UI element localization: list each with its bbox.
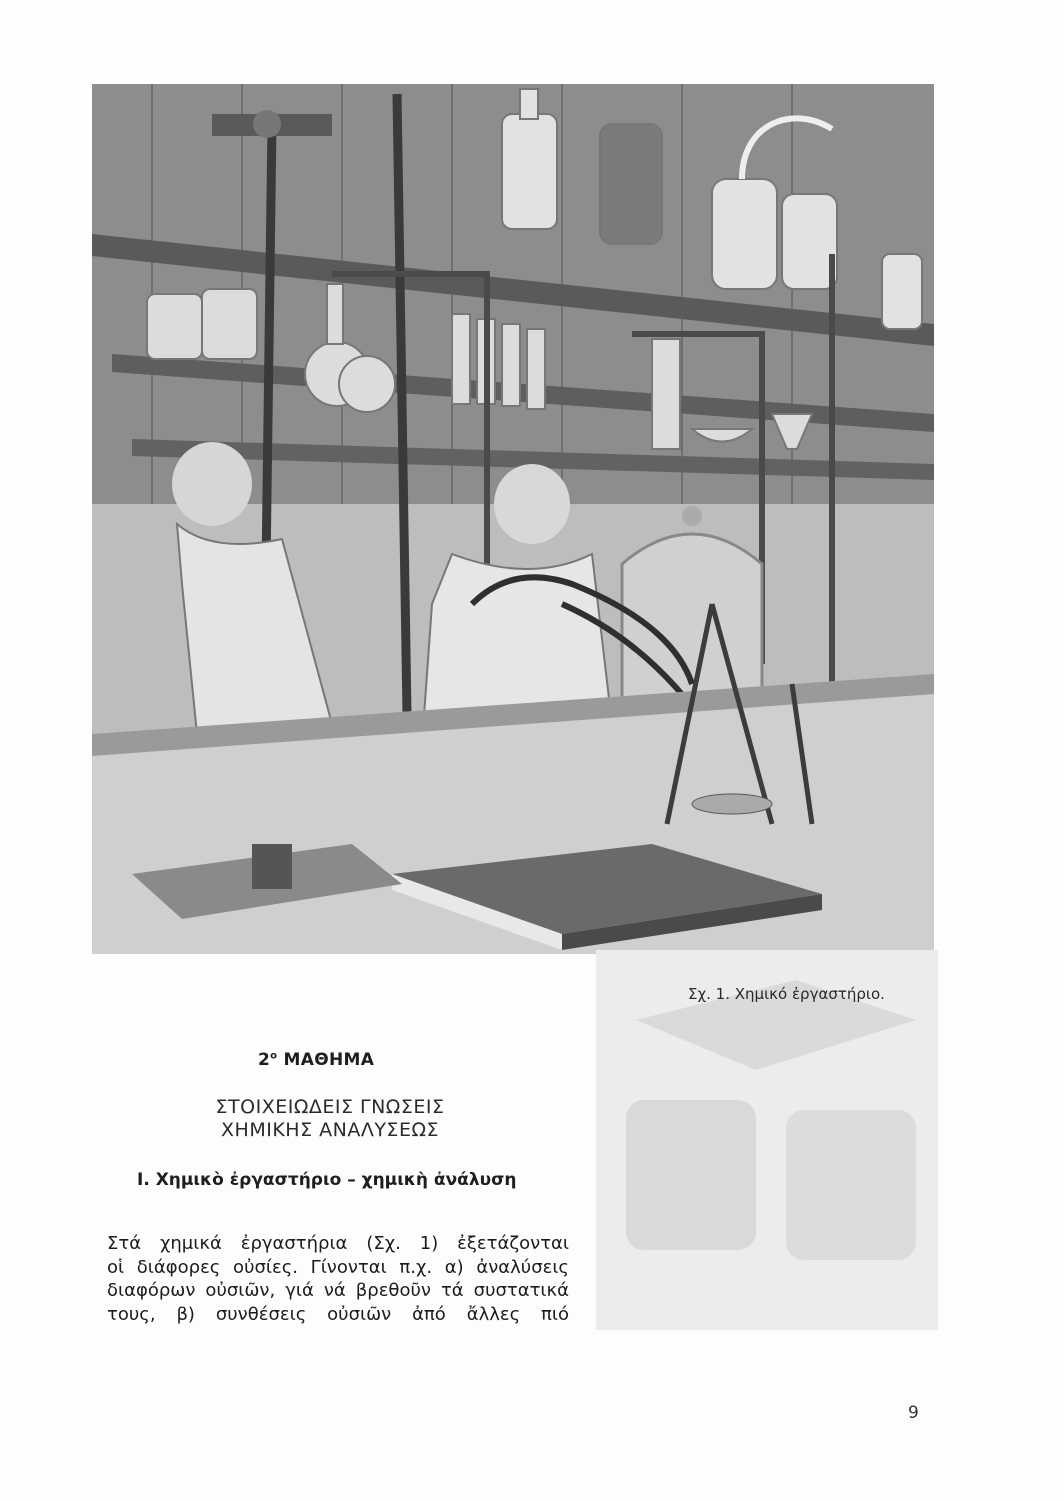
- body-line: Στά χημικά ἐργαστήρια (Σχ. 1) ἐξετάζονται: [107, 1233, 569, 1254]
- section-heading: Ι. Χημικὸ ἐργαστήριο – χημικὴ ἀνάλυση: [137, 1170, 517, 1190]
- body-line: διαφόρων οὐσιῶν, γιά νά βρεθοῦν τά συστατικά: [107, 1280, 569, 1301]
- body-line: οἱ διάφορες οὐσίες. Γίνονται π.χ. α) ἀναλύσεις: [107, 1256, 569, 1278]
- body-paragraph: [107, 1232, 569, 1326]
- figure-caption: Σχ. 1. Χημικό ἐργαστήριο.: [688, 985, 885, 1003]
- lesson-number-ordinal: ο: [270, 1050, 278, 1062]
- bleed-through-panel: [596, 950, 938, 1330]
- lesson-title: [180, 1096, 480, 1142]
- lesson-number-word: ΜΑΘΗΜΑ: [283, 1050, 375, 1070]
- lesson-number-value: 2: [258, 1050, 271, 1070]
- lesson-number: [258, 1050, 374, 1070]
- lesson-title-line-1: ΣΤΟΙΧΕΙΩΔΕΙΣ ΓΝΩΣΕΙΣ: [215, 1096, 445, 1118]
- laboratory-illustration: [92, 84, 934, 954]
- lesson-title-line-2: ΧΗΜΙΚΗΣ ΑΝΑΛΥΣΕΩΣ: [221, 1119, 439, 1141]
- body-line: τους, β) συνθέσεις οὐσιῶν ἀπό ἄλλες πιό: [107, 1303, 569, 1325]
- page-number: 9: [908, 1403, 919, 1423]
